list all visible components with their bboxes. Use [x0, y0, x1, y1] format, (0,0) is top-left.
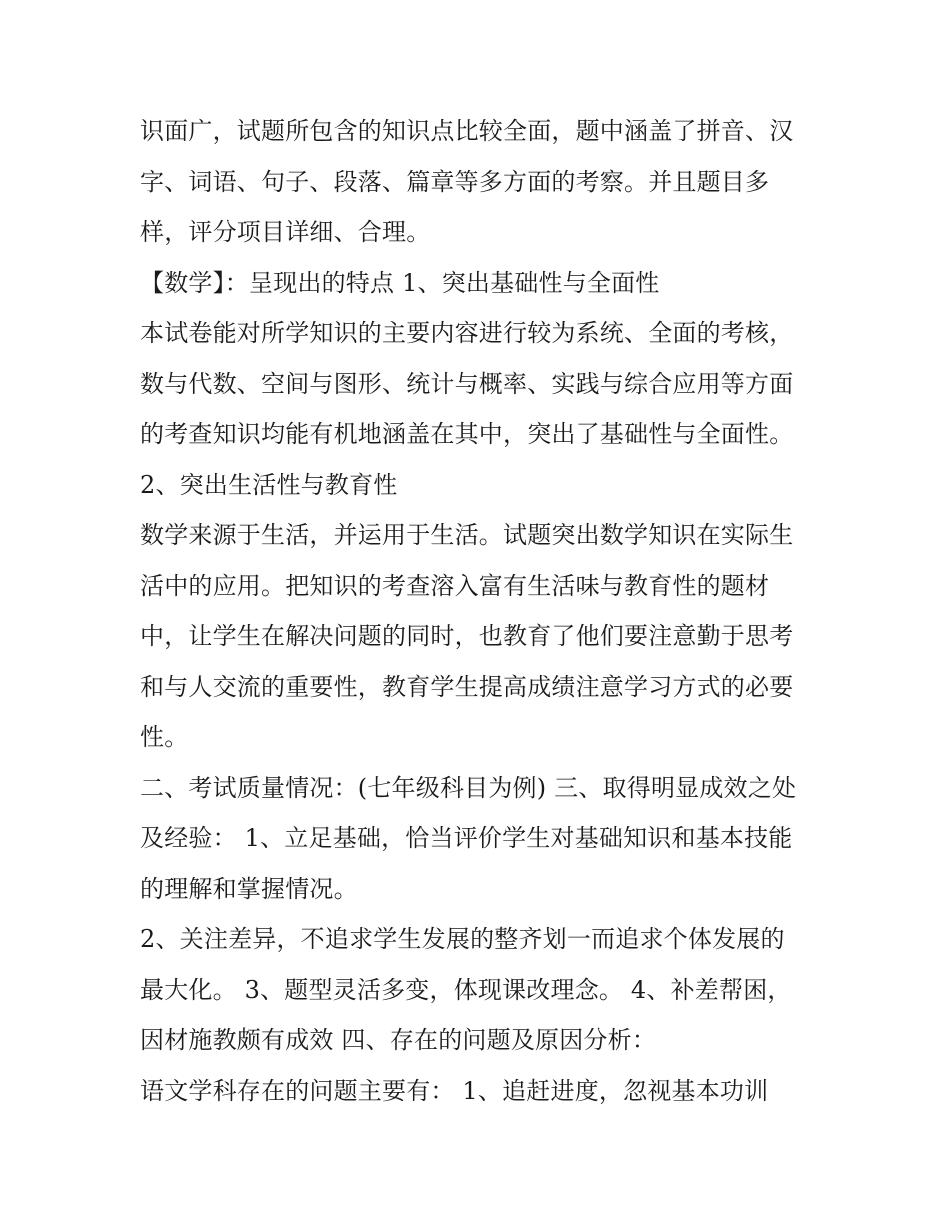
subheading: 2、突出生活性与教育性	[140, 470, 398, 499]
document-body	[140, 106, 820, 1116]
text-line: 活中的应用。把知识的考查溶入富有生活味与教育性的题材	[140, 571, 770, 600]
text-line: 中，让学生在解决问题的同时，也教育了他们要注意勤于思考	[140, 622, 794, 650]
text-line: 和与人交流的重要性，教育学生提高成绩注意学习方式的必要	[140, 672, 794, 701]
text-line: 语文学科存在的问题主要有： 1、追赶进度，忽视基本功训	[140, 1076, 769, 1105]
text-line: 性。	[140, 723, 189, 751]
text-line: 本试卷能对所学知识的主要内容进行较为系统、全面的考核，	[140, 319, 794, 347]
text-line: 最大化。 3、题型灵活多变，体现课改理念。 4、补差帮困，	[140, 975, 792, 1004]
section-heading-math: 【数学】：呈现出的特点 1、突出基础性与全面性	[140, 268, 660, 297]
text-line: 样，评分项目详细、合理。	[140, 218, 431, 246]
text-line: 2、关注差异，不追求学生发展的整齐划一而追求个体发展的	[140, 925, 785, 953]
text-line: 识面广，试题所包含的知识点比较全面，题中涵盖了拼音、汉	[140, 117, 794, 145]
text-line: 及经验： 1、立足基础，恰当评价学生对基础知识和基本技能	[140, 824, 793, 852]
text-line: 数学来源于生活，并运用于生活。试题突出数学知识在实际生	[140, 521, 794, 549]
text-line: 字、词语、句子、段落、篇章等多方面的考察。并且题目多	[140, 167, 770, 196]
text-line: 因材施教颇有成效 四、存在的问题及原因分析：	[140, 1026, 657, 1054]
text-line: 二、考试质量情况：(七年级科目为例) 三、取得明显成效之处	[140, 773, 797, 802]
text-line: 的考查知识均能有机地涵盖在其中，突出了基础性与全面性。	[140, 420, 794, 448]
text-line: 数与代数、空间与图形、统计与概率、实践与综合应用等方面	[140, 369, 794, 398]
text-line: 的理解和掌握情况。	[140, 874, 358, 903]
